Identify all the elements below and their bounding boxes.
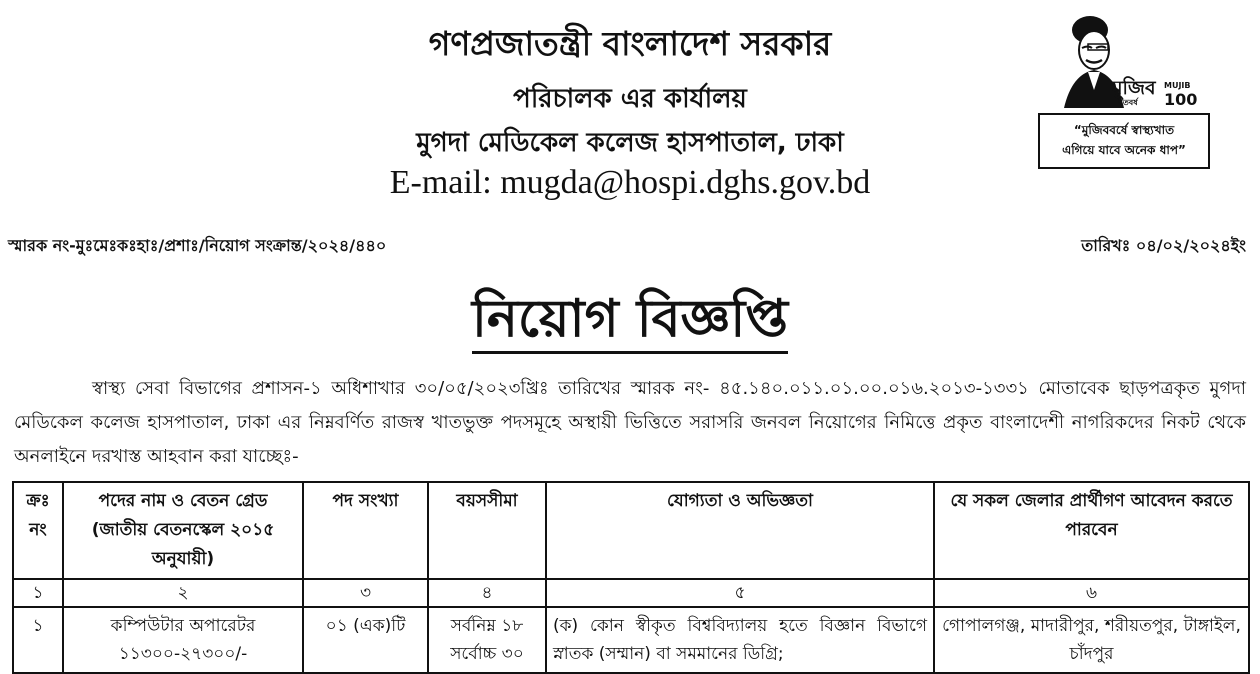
- header-count: পদ সংখ্যা: [303, 482, 428, 579]
- memo-date: তারিখঃ ০৪/০২/২০২৪ইং: [1081, 236, 1246, 255]
- row-count: ০১ (এক)টি: [303, 607, 428, 673]
- logo-text-sub: শতবর্ষ: [1118, 98, 1138, 107]
- column-number: ১: [13, 579, 63, 607]
- job-table: [12, 481, 1250, 674]
- notice-title: [230, 278, 1030, 365]
- table-row: [13, 607, 1249, 673]
- email-address: E-mail: mugda@hospi.dghs.gov.bd: [389, 164, 871, 201]
- logo-text-en: MUJIB: [1164, 81, 1191, 90]
- header-post: পদের নাম ও বেতন গ্রেড (জাতীয় বেতনস্কেল ২০১৫ অনুযায়ী): [63, 482, 303, 579]
- government-title: গণপ্রজাতন্ত্রী বাংলাদেশ সরকার: [428, 24, 832, 63]
- header-qualification: যোগ্যতা ও অভিজ্ঞতা: [546, 482, 934, 579]
- column-number-row: [13, 579, 1249, 607]
- row-districts: গোপালগঞ্জ, মাদারীপুর, শরীয়তপুর, টাঙ্গাইল, চাঁদপুর: [934, 607, 1249, 673]
- notice-title-text: নিয়োগ বিজ্ঞপ্তি: [472, 289, 788, 354]
- column-number: ৩: [303, 579, 428, 607]
- column-number: ৫: [546, 579, 934, 607]
- column-number: ৬: [934, 579, 1249, 607]
- notice-body: স্বাস্থ্য সেবা বিভাগের প্রশাসন-১ অধিশাখার ৩০/০৫/২০২৩খ্রিঃ তারিখের স্মারক নং- ৪৫.১৪০.০১১.০১.০০.০১৬.২০১৩-১৩৩১ মোতাবেক ছাড়পত্রকৃত মুগদা মেডিকেল কলেজ হাসপাতাল, ঢাকা এর নিম্নবর্ণিত রাজস্ব খাতভুক্ত পদসমূহে অস্থায়ী ভিত্তিতে সরাসরি জনবল নিয়োগের নিমিত্তে প্রকৃত বাংলাদেশী নাগরিকদের নিকট থেকে অনলাইনে দরখাস্ত আহবান করা যাচ্ছেঃ-: [14, 378, 1246, 467]
- row-post: কম্পিউটার অপারেটর ১১৩০০-২৭৩০০/-: [63, 607, 303, 673]
- slogan-box: [1038, 113, 1210, 169]
- logo-text-main: মুজিব: [1112, 77, 1156, 99]
- table-header-row: [13, 482, 1249, 579]
- slogan-line-1: “মুজিববর্ষে স্বাস্থ্যখাত: [1073, 123, 1175, 137]
- row-age: সর্বনিম্ন ১৮ সর্বোচ্চ ৩০: [428, 607, 546, 673]
- column-number: ২: [63, 579, 303, 607]
- office-title: পরিচালক এর কার্যালয়: [513, 84, 747, 114]
- row-serial: ১: [13, 607, 63, 673]
- header-serial: ক্রঃ নং: [13, 482, 63, 579]
- mujib-100-logo-icon: [1052, 8, 1198, 110]
- row-qualification: (ক) কোন স্বীকৃত বিশ্ববিদ্যালয় হতে বিজ্ঞান বিভাগে স্নাতক (সম্মান) বা সমমানের ডিগ্রি;: [546, 607, 934, 673]
- memo-number: স্মারক নং-মুঃমেঃকঃহাঃ/প্রশাঃ/নিয়োগ সংক্রান্ত/২০২৪/৪৪০: [8, 236, 387, 255]
- header-districts: যে সকল জেলার প্রার্থীগণ আবেদন করতে পারবেন: [934, 482, 1249, 579]
- column-number: ৪: [428, 579, 546, 607]
- logo-text-num: 100: [1164, 90, 1198, 109]
- hospital-name: মুগদা মেডিকেল কলেজ হাসপাতাল, ঢাকা: [416, 128, 844, 158]
- slogan-line-2: এগিয়ে যাবে অনেক ধাপ”: [1062, 143, 1186, 157]
- header-age: বয়সসীমা: [428, 482, 546, 579]
